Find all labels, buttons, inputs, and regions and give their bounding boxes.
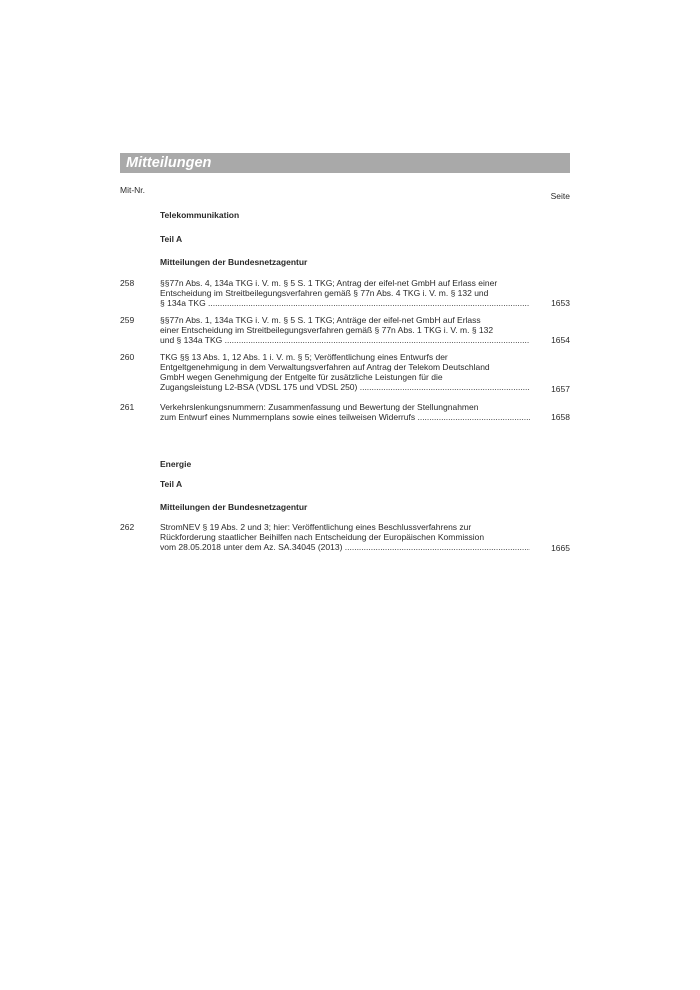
entry-line: Verkehrslenkungsnummern: Zusammenfassung und Bewertung der Stellungnahmen [160, 402, 479, 412]
entry-number: 262 [120, 522, 135, 532]
entry-line: vom 28.05.2018 unter dem Az. SA.34045 (2013) ..... [160, 542, 530, 552]
entry-line: §§77n Abs. 1, 134a TKG i. V. m. § 5 S. 1 TKG; Anträge der eifel-net GmbH auf Erlass [160, 315, 481, 325]
entry-line: §§77n Abs. 4, 134a TKG i. V. m. § 5 S. 1 TKG; Antrag der eifel-net GmbH auf Erlass einer [160, 278, 498, 288]
section-heading: Energie [160, 459, 192, 469]
section-subheading: Mitteilungen der Bundesnetzagentur [160, 257, 308, 267]
entry-page: 1658 [551, 412, 570, 422]
entry-number: 259 [120, 315, 135, 325]
section-subheading: Mitteilungen der Bundesnetzagentur [160, 502, 308, 512]
section-part: Teil A [160, 479, 183, 489]
entry-text [160, 402, 530, 422]
entry-line: GmbH wegen Genehmigung der Entgelte für zusätzliche Leistungen für die [160, 372, 443, 382]
entry-line: StromNEV § 19 Abs. 2 und 3; hier: Veröffentlichung eines Beschlussverfahrens zur [160, 522, 472, 532]
column-label-mitnr: Mit-Nr. [120, 185, 146, 195]
entry-line: und § 134a TKG ..... [160, 335, 530, 345]
entry-number: 258 [120, 278, 135, 288]
entry-number: 261 [120, 402, 135, 412]
entry-line: Zugangsleistung L2-BSA (VDSL 175 und VDSL 250) ..... [160, 382, 530, 392]
entry-line: TKG §§ 13 Abs. 1, 12 Abs. 1 i. V. m. § 5; Veröffentlichung eines Entwurfs der [160, 352, 448, 362]
entry-text [160, 352, 530, 392]
entry-line: einer Entscheidung im Streitbeilegungsverfahren gemäß § 77n Abs. 1 TKG i. V. m. § 132 [160, 325, 494, 335]
column-label-seite: Seite [550, 191, 570, 201]
entry-text [160, 278, 530, 308]
entry-page: 1657 [551, 384, 570, 394]
entry-line: Entgeltgenehmigung in dem Verwaltungsverfahren auf Antrag der Telekom Deutschland [160, 362, 490, 372]
entry-number: 260 [120, 352, 135, 362]
entry-line: § 134a TKG ..... [160, 298, 530, 308]
entry-line: zum Entwurf eines Nummernplans sowie eines teilweisen Widerrufs ..... [160, 412, 530, 422]
entry-page: 1654 [551, 335, 570, 345]
entry-line: Entscheidung im Streitbeilegungsverfahren gemäß § 77n Abs. 4 TKG i. V. m. § 132 und [160, 288, 489, 298]
banner-title: Mitteilungen [126, 155, 212, 171]
section-banner [120, 153, 570, 173]
entry-line: Rückforderung staatlicher Beihilfen nach Entscheidung der Europäischen Kommission [160, 532, 485, 542]
entry-text [160, 315, 530, 345]
entry-page: 1653 [551, 298, 570, 308]
section-heading: Telekommunikation [160, 210, 240, 220]
section-part: Teil A [160, 234, 183, 244]
entry-page: 1665 [551, 543, 570, 553]
entry-text [160, 522, 530, 552]
